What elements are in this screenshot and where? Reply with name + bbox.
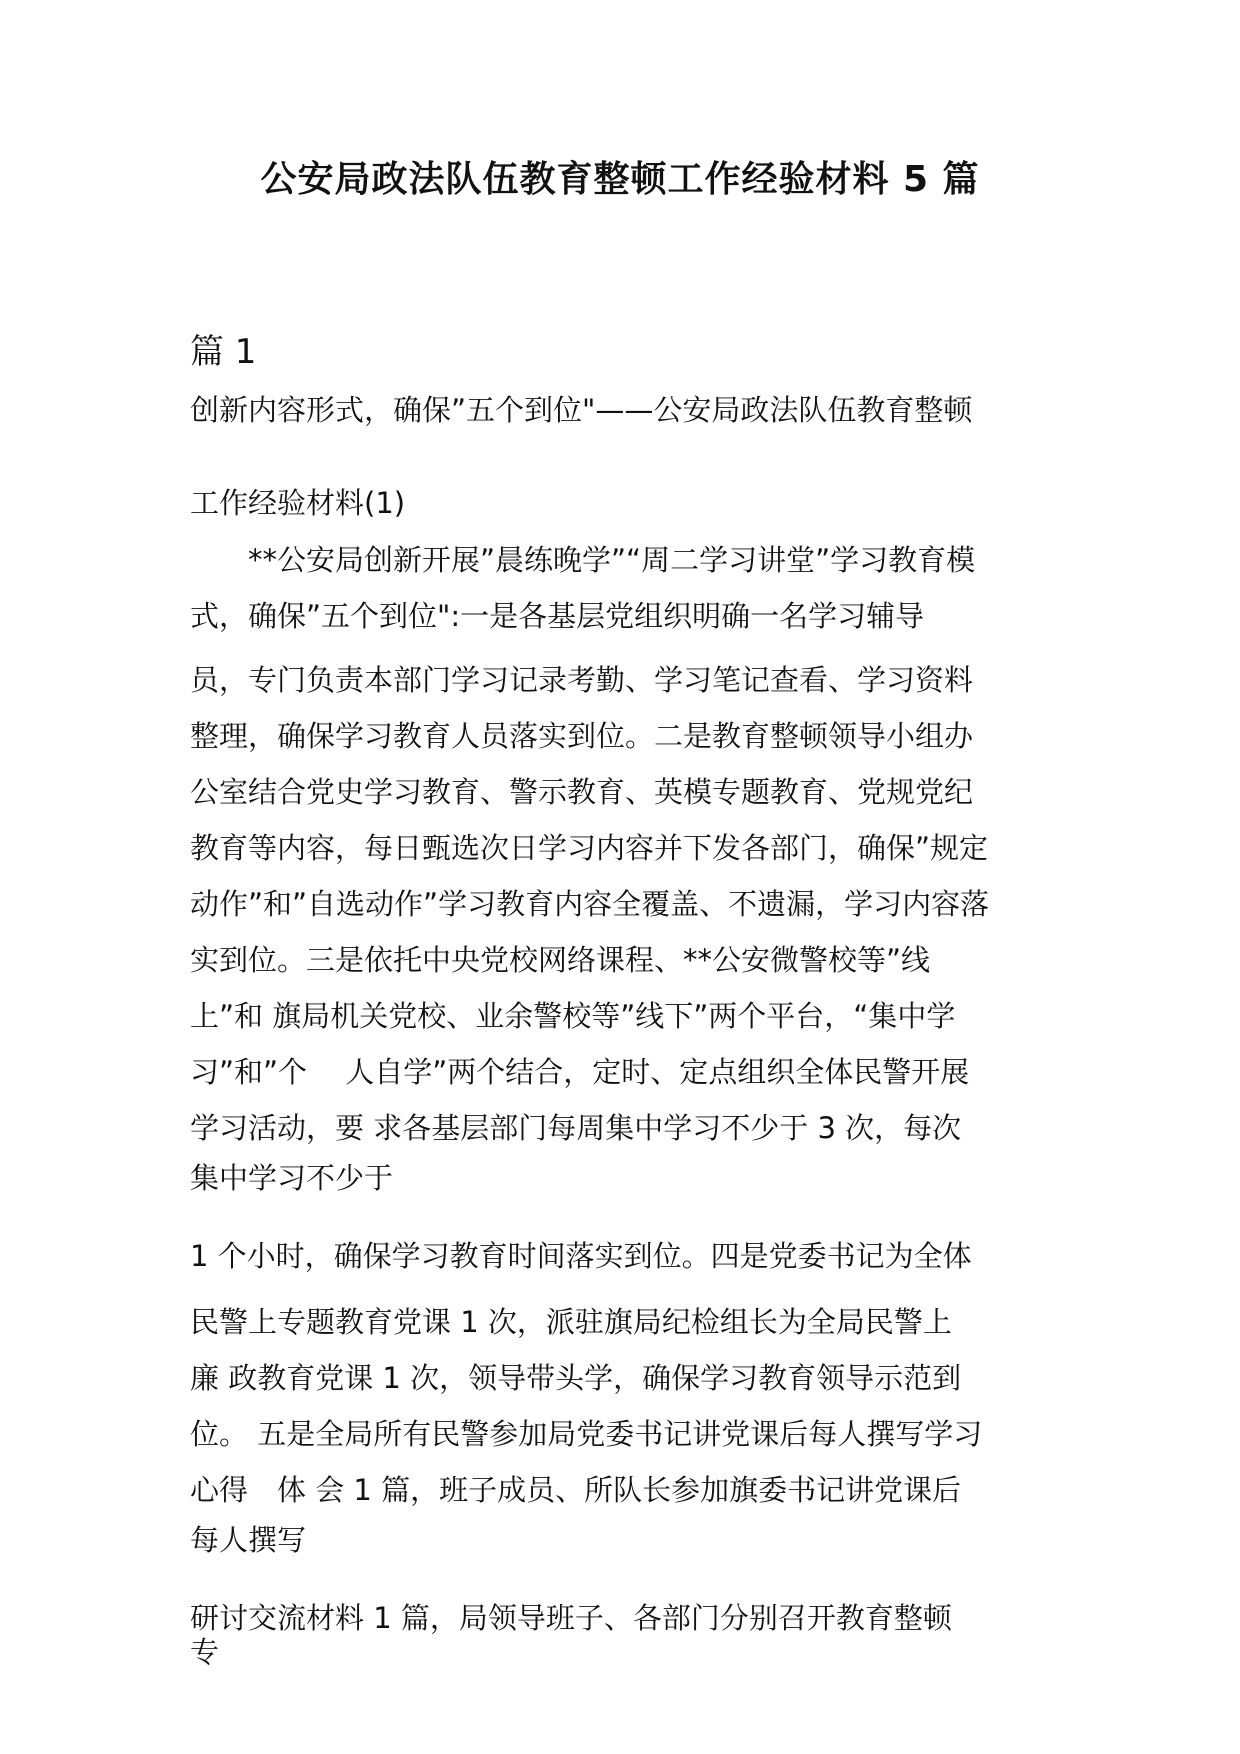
body-line: 1 个小时，确保学习教育时间落实到位。四是党委书记为全体 <box>190 1239 972 1273</box>
body-line: 位。 五是全局所有民警参加局党委书记讲党课后每人撰写学习 <box>190 1417 983 1451</box>
body-line: 公室结合党史学习教育、警示教育、英模专题教育、党规党纪 <box>190 775 974 809</box>
body-line: 专 <box>190 1635 220 1669</box>
body-line: 创新内容形式，确保”五个到位"——公安局政法队伍教育整顿 <box>190 393 973 427</box>
body-line: 廉 政教育党课 1 次，领导带头学，确保学习教育领导示范到 <box>190 1361 962 1395</box>
document-title: 公安局政法队伍教育整顿工作经验材料 5 篇 <box>260 159 980 200</box>
body-line: 式，确保”五个到位":一是各基层党组织明确一名学习辅导 <box>190 599 925 633</box>
body-line: 上”和 旗局机关党校、业余警校等”线下”两个平台，“集中学 <box>190 999 956 1033</box>
body-line: 动作”和”自选动作”学习教育内容全覆盖、不遗漏，学习内容落 <box>190 887 990 921</box>
body-line: 学习活动，要 求各基层部门每周集中学习不少于 3 次，每次 <box>190 1111 962 1145</box>
body-line: 实到位。三是依托中央党校网络课程、**公安微警校等”线 <box>190 943 931 977</box>
body-line: 研讨交流材料 1 篇，局领导班子、各部门分别召开教育整顿 <box>190 1601 952 1635</box>
body-line: 民警上专题教育党课 1 次，派驻旗局纪检组长为全局民警上 <box>190 1305 952 1339</box>
body-line: 整理，确保学习教育人员落实到位。二是教育整顿领导小组办 <box>190 719 974 753</box>
body-line: 心得 体 会 1 篇，班子成员、所队长参加旗委书记讲党课后 <box>190 1473 962 1507</box>
body-line: 每人撰写 <box>190 1523 307 1557</box>
body-line: 工作经验材料(1) <box>190 486 406 520</box>
body-line: 习”和”个 人自学”两个结合，定时、定点组织全体民警开展 <box>190 1055 970 1089</box>
body-line: 员，专门负责本部门学习记录考勤、学习笔记查看、学习资料 <box>190 663 974 697</box>
body-line: 集中学习不少于 <box>190 1161 394 1195</box>
body-line: 教育等内容，每日甄选次日学习内容并下发各部门，确保”规定 <box>190 831 989 865</box>
section-heading: 篇 1 <box>190 332 257 372</box>
body-line: **公安局创新开展”晨练晚学”“周二学习讲堂”学习教育模 <box>190 543 976 577</box>
